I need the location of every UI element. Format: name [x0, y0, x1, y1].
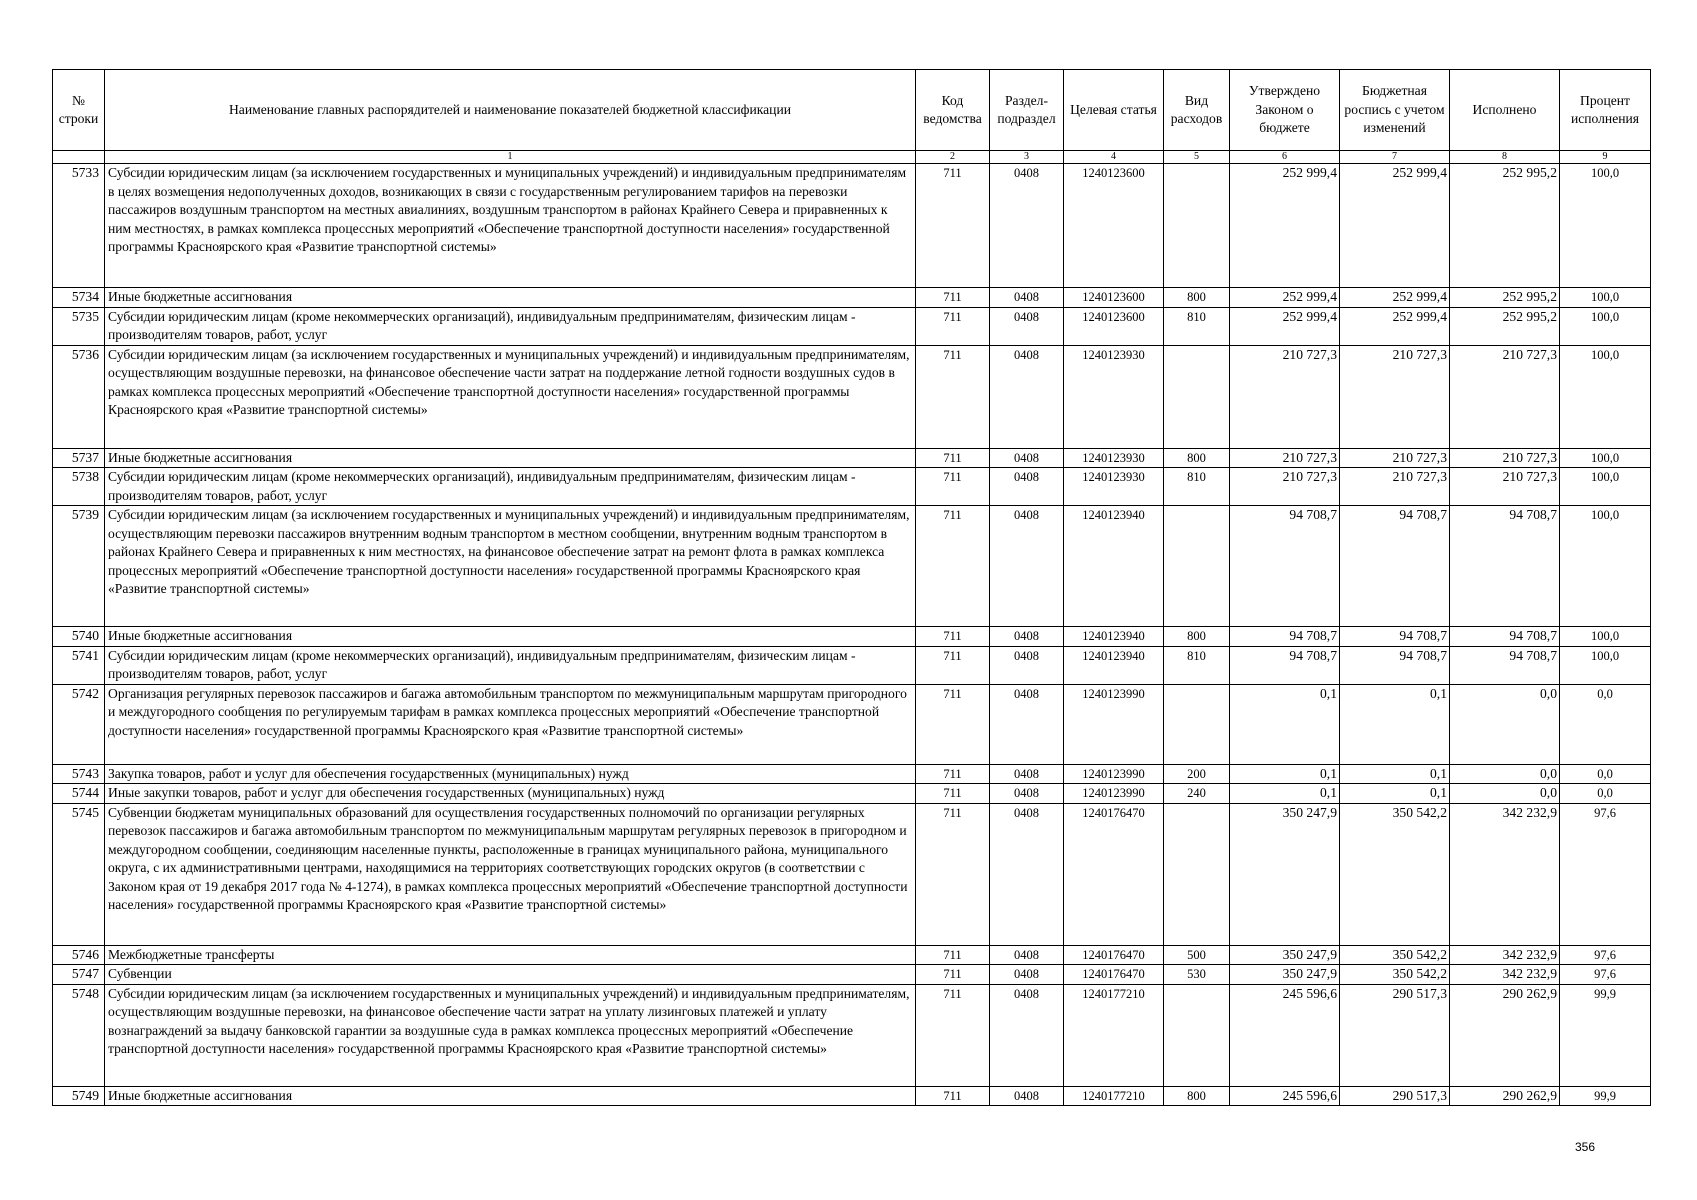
row-percent: 97,6: [1560, 945, 1651, 965]
header-name: Наименование главных распорядителей и наименование показателей бюджетной классификации: [105, 70, 916, 151]
row-budget-schedule: 94 708,7: [1340, 506, 1450, 627]
row-name: Иные бюджетные ассигнования: [105, 627, 916, 647]
header-section: Раздел-подраздел: [990, 70, 1064, 151]
row-section: 0408: [990, 784, 1064, 804]
row-target-article: 1240123600: [1064, 288, 1164, 308]
row-expense-type: 800: [1164, 1086, 1230, 1106]
row-name: Субсидии юридическим лицам (за исключением государственных и муниципальных учреждений) и индивидуальным предпринимателям в целях возмещения недополученных доходов, возникающих в связи с государственным регулированием тарифов на перевозки пассажиров воздушным транспортом на местных авиалиниях, воздушным транспортом в районах Крайнего Севера и приравненных к ним местностях, в рамках комплекса процессных мероприятий «Обеспечение транспортной доступности населения» государственной программы Красноярского края «Развитие транспортной системы»: [105, 164, 916, 288]
row-dept-code: 711: [916, 448, 990, 468]
table-row: [53, 764, 1651, 784]
row-number: 5738: [53, 468, 105, 506]
row-budget-schedule: 210 727,3: [1340, 345, 1450, 448]
page-number: 356: [1575, 1140, 1596, 1154]
table-row: [53, 945, 1651, 965]
row-section: 0408: [990, 468, 1064, 506]
row-approved: 94 708,7: [1230, 506, 1340, 627]
row-expense-type: 810: [1164, 646, 1230, 684]
header-dept-code: Код ведомства: [916, 70, 990, 151]
table-row: [53, 684, 1651, 764]
header-budget-schedule: Бюджетная роспись с учетом изменений: [1340, 70, 1450, 151]
row-dept-code: 711: [916, 984, 990, 1086]
header-row: [53, 70, 1651, 151]
row-approved: 210 727,3: [1230, 468, 1340, 506]
row-dept-code: 711: [916, 965, 990, 985]
column-number: 4: [1064, 151, 1164, 164]
table-row: [53, 468, 1651, 506]
row-expense-type: [1164, 984, 1230, 1086]
table-row: [53, 984, 1651, 1086]
table-row: [53, 345, 1651, 448]
row-target-article: 1240123990: [1064, 684, 1164, 764]
row-number: 5747: [53, 965, 105, 985]
table-row: [53, 965, 1651, 985]
row-expense-type: 800: [1164, 448, 1230, 468]
row-percent: 100,0: [1560, 448, 1651, 468]
row-executed: 94 708,7: [1450, 646, 1560, 684]
row-expense-type: 200: [1164, 764, 1230, 784]
row-section: 0408: [990, 984, 1064, 1086]
row-executed: 290 262,9: [1450, 1086, 1560, 1106]
table-row: [53, 288, 1651, 308]
row-dept-code: 711: [916, 627, 990, 647]
row-approved: 245 596,6: [1230, 1086, 1340, 1106]
row-name: Иные бюджетные ассигнования: [105, 448, 916, 468]
row-number: 5740: [53, 627, 105, 647]
row-expense-type: 240: [1164, 784, 1230, 804]
row-executed: 342 232,9: [1450, 965, 1560, 985]
row-section: 0408: [990, 506, 1064, 627]
row-approved: 252 999,4: [1230, 288, 1340, 308]
row-percent: 99,9: [1560, 1086, 1651, 1106]
row-budget-schedule: 350 542,2: [1340, 945, 1450, 965]
row-number: 5744: [53, 784, 105, 804]
row-section: 0408: [990, 684, 1064, 764]
column-number: [53, 151, 105, 164]
row-executed: 94 708,7: [1450, 627, 1560, 647]
row-dept-code: 711: [916, 646, 990, 684]
row-percent: 100,0: [1560, 307, 1651, 345]
row-percent: 99,9: [1560, 984, 1651, 1086]
row-expense-type: [1164, 684, 1230, 764]
row-expense-type: [1164, 345, 1230, 448]
row-target-article: 1240177210: [1064, 1086, 1164, 1106]
row-dept-code: 711: [916, 1086, 990, 1106]
table-body: [53, 164, 1651, 1106]
row-target-article: 1240123930: [1064, 345, 1164, 448]
row-percent: 100,0: [1560, 288, 1651, 308]
column-number: 1: [105, 151, 916, 164]
row-section: 0408: [990, 945, 1064, 965]
row-target-article: 1240123930: [1064, 448, 1164, 468]
column-number-row: [53, 151, 1651, 164]
row-executed: 210 727,3: [1450, 468, 1560, 506]
row-name: Субсидии юридическим лицам (за исключением государственных и муниципальных учреждений) и индивидуальным предпринимателям, осуществляющим воздушные перевозки, на финансовое обеспечение части затрат на уплату лизинговых платежей и уплату вознаграждений за выдачу банковской гарантии за воздушные суда в рамках комплекса процессных мероприятий «Обеспечение транспортной доступности населения» государственной программы Красноярского края «Развитие транспортной системы»: [105, 984, 916, 1086]
row-expense-type: 800: [1164, 627, 1230, 647]
row-approved: 350 247,9: [1230, 945, 1340, 965]
row-approved: 350 247,9: [1230, 803, 1340, 945]
row-section: 0408: [990, 646, 1064, 684]
header-percent: Процент исполнения: [1560, 70, 1651, 151]
row-executed: 252 995,2: [1450, 164, 1560, 288]
row-section: 0408: [990, 1086, 1064, 1106]
row-number: 5742: [53, 684, 105, 764]
row-expense-type: [1164, 506, 1230, 627]
row-section: 0408: [990, 627, 1064, 647]
row-executed: 0,0: [1450, 784, 1560, 804]
row-approved: 245 596,6: [1230, 984, 1340, 1086]
row-number: 5741: [53, 646, 105, 684]
row-budget-schedule: 252 999,4: [1340, 288, 1450, 308]
row-name: Субвенции бюджетам муниципальных образований для осуществления государственных полномочий по организации регулярных перевозок пассажиров и багажа автомобильным транспортом по межмуниципальным маршрутам регулярных перевозок в пригородном и междугородном сообщении, соединяющим населенные пункты, расположенные в границах муниципального района, муниципального округа, с их административными центрами, находящимися на территориях соответствующих городских округов (в соответствии с Законом края от 19 декабря 2017 года № 4-1274), в рамках комплекса процессных мероприятий «Обеспечение транспортной доступности населения» государственной программы Красноярского края «Развитие транспортной системы»: [105, 803, 916, 945]
row-approved: 210 727,3: [1230, 345, 1340, 448]
row-name: Иные закупки товаров, работ и услуг для обеспечения государственных (муниципальных) нужд: [105, 784, 916, 804]
row-number: 5745: [53, 803, 105, 945]
row-section: 0408: [990, 307, 1064, 345]
row-executed: 252 995,2: [1450, 307, 1560, 345]
table-row: [53, 307, 1651, 345]
row-budget-schedule: 94 708,7: [1340, 646, 1450, 684]
row-executed: 94 708,7: [1450, 506, 1560, 627]
row-executed: 252 995,2: [1450, 288, 1560, 308]
row-budget-schedule: 0,1: [1340, 784, 1450, 804]
row-percent: 100,0: [1560, 646, 1651, 684]
row-target-article: 1240123990: [1064, 764, 1164, 784]
row-expense-type: 810: [1164, 307, 1230, 345]
row-number: 5749: [53, 1086, 105, 1106]
row-section: 0408: [990, 164, 1064, 288]
column-number: 6: [1230, 151, 1340, 164]
row-target-article: 1240123600: [1064, 307, 1164, 345]
row-name: Иные бюджетные ассигнования: [105, 288, 916, 308]
row-executed: 0,0: [1450, 764, 1560, 784]
row-approved: 0,1: [1230, 684, 1340, 764]
column-number: 8: [1450, 151, 1560, 164]
row-name: Субсидии юридическим лицам (кроме некоммерческих организаций), индивидуальным предпринимателям, физическим лицам - производителям товаров, работ, услуг: [105, 646, 916, 684]
row-percent: 97,6: [1560, 965, 1651, 985]
row-target-article: 1240123600: [1064, 164, 1164, 288]
row-section: 0408: [990, 764, 1064, 784]
row-number: 5748: [53, 984, 105, 1086]
table-row: [53, 627, 1651, 647]
row-expense-type: 530: [1164, 965, 1230, 985]
row-budget-schedule: 252 999,4: [1340, 164, 1450, 288]
row-percent: 100,0: [1560, 164, 1651, 288]
row-number: 5734: [53, 288, 105, 308]
column-number: 7: [1340, 151, 1450, 164]
row-dept-code: 711: [916, 164, 990, 288]
row-number: 5737: [53, 448, 105, 468]
row-target-article: 1240123930: [1064, 468, 1164, 506]
header-expense-type: Вид расходов: [1164, 70, 1230, 151]
row-name: Субсидии юридическим лицам (за исключением государственных и муниципальных учреждений) и индивидуальным предпринимателям, осуществляющим перевозки пассажиров внутренним водным транспортом в местном сообщении, внутренним водным транспортом в районах Крайнего Севера и приравненных к ним местностях, на финансовое обеспечение затрат на ремонт флота в рамках комплекса процессных мероприятий «Обеспечение транспортной доступности населения» государственной программы Красноярского края «Развитие транспортной системы»: [105, 506, 916, 627]
row-dept-code: 711: [916, 345, 990, 448]
row-budget-schedule: 290 517,3: [1340, 1086, 1450, 1106]
row-budget-schedule: 290 517,3: [1340, 984, 1450, 1086]
row-approved: 210 727,3: [1230, 448, 1340, 468]
row-target-article: 1240176470: [1064, 965, 1164, 985]
table-row: [53, 506, 1651, 627]
row-number: 5739: [53, 506, 105, 627]
row-name: Субсидии юридическим лицам (кроме некоммерческих организаций), индивидуальным предпринимателям, физическим лицам - производителям товаров, работ, услуг: [105, 307, 916, 345]
header-target-article: Целевая статья: [1064, 70, 1164, 151]
column-number: 5: [1164, 151, 1230, 164]
row-dept-code: 711: [916, 803, 990, 945]
row-approved: 0,1: [1230, 784, 1340, 804]
row-expense-type: 800: [1164, 288, 1230, 308]
row-executed: 210 727,3: [1450, 345, 1560, 448]
column-number: 2: [916, 151, 990, 164]
row-dept-code: 711: [916, 945, 990, 965]
row-budget-schedule: 0,1: [1340, 764, 1450, 784]
row-section: 0408: [990, 288, 1064, 308]
row-approved: 94 708,7: [1230, 646, 1340, 684]
row-name: Субсидии юридическим лицам (за исключением государственных и муниципальных учреждений) и индивидуальным предпринимателям, осуществляющим воздушные перевозки, на финансовое обеспечение части затрат на поддержание летной годности воздушных судов в рамках комплекса процессных мероприятий «Обеспечение транспортной доступности населения» государственной программы Красноярского края «Развитие транспортной системы»: [105, 345, 916, 448]
row-dept-code: 711: [916, 288, 990, 308]
row-number: 5736: [53, 345, 105, 448]
row-target-article: 1240123940: [1064, 506, 1164, 627]
row-target-article: 1240176470: [1064, 945, 1164, 965]
row-expense-type: [1164, 164, 1230, 288]
row-section: 0408: [990, 448, 1064, 468]
row-approved: 0,1: [1230, 764, 1340, 784]
row-number: 5735: [53, 307, 105, 345]
row-name: Иные бюджетные ассигнования: [105, 1086, 916, 1106]
row-percent: 100,0: [1560, 506, 1651, 627]
row-target-article: 1240123940: [1064, 627, 1164, 647]
row-executed: 342 232,9: [1450, 945, 1560, 965]
column-number: 9: [1560, 151, 1651, 164]
column-number: 3: [990, 151, 1064, 164]
row-budget-schedule: 210 727,3: [1340, 468, 1450, 506]
row-budget-schedule: 350 542,2: [1340, 965, 1450, 985]
row-executed: 342 232,9: [1450, 803, 1560, 945]
row-executed: 0,0: [1450, 684, 1560, 764]
row-number: 5733: [53, 164, 105, 288]
row-dept-code: 711: [916, 468, 990, 506]
row-percent: 0,0: [1560, 684, 1651, 764]
row-name: Организация регулярных перевозок пассажиров и багажа автомобильным транспортом по межмуниципальным маршрутам пригородного и междугородного сообщения по регулируемым тарифам в рамках комплекса процессных мероприятий «Обеспечение транспортной доступности населения» государственной программы Красноярского края «Развитие транспортной системы»: [105, 684, 916, 764]
row-executed: 210 727,3: [1450, 448, 1560, 468]
row-dept-code: 711: [916, 784, 990, 804]
row-executed: 290 262,9: [1450, 984, 1560, 1086]
table-row: [53, 803, 1651, 945]
row-percent: 0,0: [1560, 784, 1651, 804]
row-approved: 94 708,7: [1230, 627, 1340, 647]
row-approved: 252 999,4: [1230, 307, 1340, 345]
table-row: [53, 164, 1651, 288]
row-target-article: 1240123940: [1064, 646, 1164, 684]
header-row-no: № строки: [53, 70, 105, 151]
row-section: 0408: [990, 803, 1064, 945]
row-number: 5746: [53, 945, 105, 965]
header-approved: Утверждено Законом о бюджете: [1230, 70, 1340, 151]
row-dept-code: 711: [916, 684, 990, 764]
row-dept-code: 711: [916, 307, 990, 345]
row-dept-code: 711: [916, 764, 990, 784]
row-budget-schedule: 210 727,3: [1340, 448, 1450, 468]
row-name: Межбюджетные трансферты: [105, 945, 916, 965]
row-expense-type: 500: [1164, 945, 1230, 965]
row-percent: 100,0: [1560, 627, 1651, 647]
row-name: Субвенции: [105, 965, 916, 985]
row-section: 0408: [990, 345, 1064, 448]
row-name: Субсидии юридическим лицам (кроме некоммерческих организаций), индивидуальным предпринимателям, физическим лицам - производителям товаров, работ, услуг: [105, 468, 916, 506]
row-budget-schedule: 0,1: [1340, 684, 1450, 764]
row-budget-schedule: 252 999,4: [1340, 307, 1450, 345]
table-row: [53, 1086, 1651, 1106]
row-expense-type: 810: [1164, 468, 1230, 506]
row-approved: 252 999,4: [1230, 164, 1340, 288]
row-percent: 100,0: [1560, 468, 1651, 506]
table-row: [53, 646, 1651, 684]
table-row: [53, 784, 1651, 804]
row-percent: 100,0: [1560, 345, 1651, 448]
budget-table: [52, 69, 1651, 1106]
table-row: [53, 448, 1651, 468]
row-target-article: 1240123990: [1064, 784, 1164, 804]
row-dept-code: 711: [916, 506, 990, 627]
row-approved: 350 247,9: [1230, 965, 1340, 985]
row-target-article: 1240176470: [1064, 803, 1164, 945]
row-percent: 0,0: [1560, 764, 1651, 784]
row-name: Закупка товаров, работ и услуг для обеспечения государственных (муниципальных) нужд: [105, 764, 916, 784]
row-percent: 97,6: [1560, 803, 1651, 945]
row-section: 0408: [990, 965, 1064, 985]
row-number: 5743: [53, 764, 105, 784]
row-budget-schedule: 94 708,7: [1340, 627, 1450, 647]
row-target-article: 1240177210: [1064, 984, 1164, 1086]
row-expense-type: [1164, 803, 1230, 945]
header-executed: Исполнено: [1450, 70, 1560, 151]
row-budget-schedule: 350 542,2: [1340, 803, 1450, 945]
